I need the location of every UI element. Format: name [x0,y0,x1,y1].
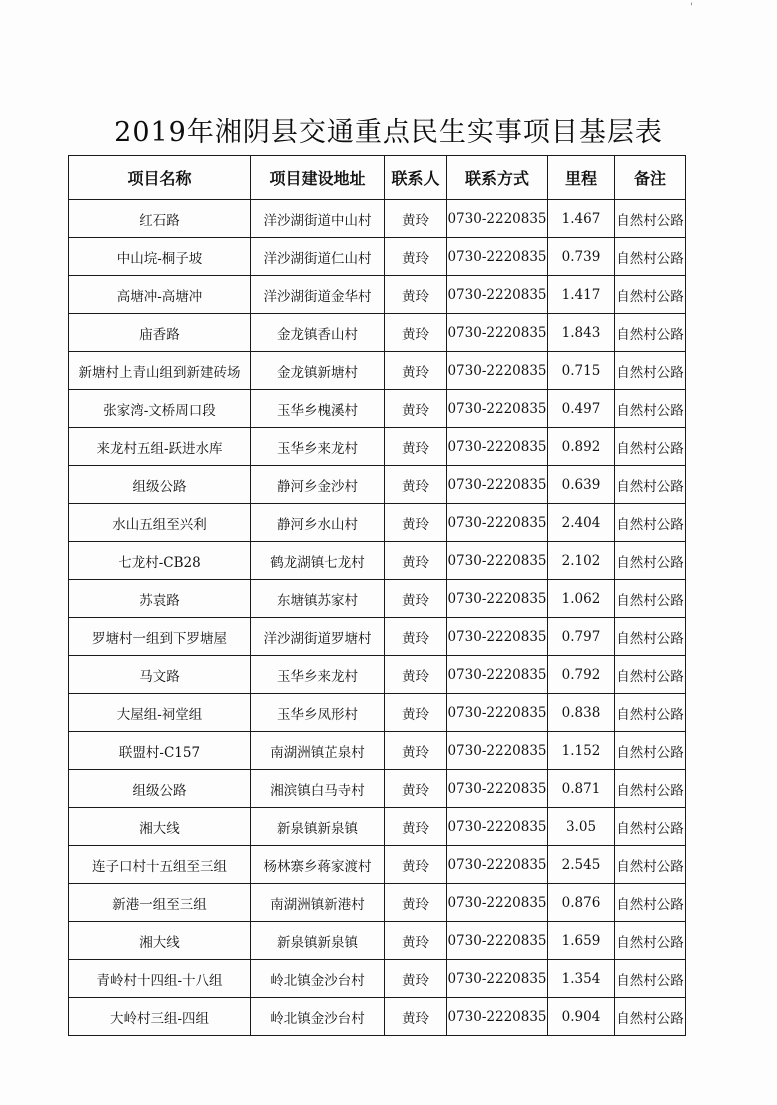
header-note: 备注 [615,156,686,200]
table-row [69,466,686,504]
table-row [69,314,686,352]
cell-mileage: 0.715 [548,352,615,390]
cell-mileage: 2.404 [548,504,615,542]
cell-mileage: 1.354 [548,960,615,998]
cell-contact: 黄玲 [385,960,447,998]
cell-note: 自然村公路 [615,200,686,238]
cell-address: 湘滨镇白马寺村 [251,770,385,808]
cell-phone: 0730-2220835 [447,960,548,998]
cell-mileage: 0.497 [548,390,615,428]
cell-note: 自然村公路 [615,808,686,846]
cell-phone: 0730-2220835 [447,504,548,542]
table-row [69,352,686,390]
table-row [69,998,686,1036]
cell-note: 自然村公路 [615,542,686,580]
cell-note: 自然村公路 [615,998,686,1036]
table-row [69,428,686,466]
cell-phone: 0730-2220835 [447,390,548,428]
cell-address: 新泉镇新泉镇 [251,808,385,846]
cell-address: 玉华乡槐溪村 [251,390,385,428]
cell-phone: 0730-2220835 [447,428,548,466]
cell-phone: 0730-2220835 [447,314,548,352]
cell-address: 新泉镇新泉镇 [251,922,385,960]
cell-mileage: 1.659 [548,922,615,960]
cell-address: 杨林寨乡蒋家渡村 [251,846,385,884]
cell-contact: 黄玲 [385,846,447,884]
cell-mileage: 3.05 [548,808,615,846]
cell-project-name: 大屋组-祠堂组 [69,694,251,732]
cell-address: 玉华乡来龙村 [251,656,385,694]
table-row [69,542,686,580]
cell-address: 金龙镇香山村 [251,314,385,352]
cell-note: 自然村公路 [615,504,686,542]
cell-note: 自然村公路 [615,390,686,428]
table-row [69,390,686,428]
cell-address: 金龙镇新塘村 [251,352,385,390]
cell-phone: 0730-2220835 [447,352,548,390]
table-row [69,618,686,656]
cell-address: 洋沙湖街道金华村 [251,276,385,314]
table-body [69,200,686,1036]
cell-contact: 黄玲 [385,580,447,618]
cell-project-name: 水山五组至兴利 [69,504,251,542]
cell-contact: 黄玲 [385,200,447,238]
cell-note: 自然村公路 [615,238,686,276]
header-contact-person: 联系人 [385,156,447,200]
cell-address: 岭北镇金沙台村 [251,998,385,1036]
cell-project-name: 组级公路 [69,770,251,808]
cell-phone: 0730-2220835 [447,466,548,504]
cell-note: 自然村公路 [615,732,686,770]
cell-mileage: 0.739 [548,238,615,276]
cell-phone: 0730-2220835 [447,276,548,314]
cell-contact: 黄玲 [385,504,447,542]
cell-address: 南湖洲镇新港村 [251,884,385,922]
cell-address: 静河乡水山村 [251,504,385,542]
cell-contact: 黄玲 [385,466,447,504]
cell-mileage: 1.062 [548,580,615,618]
header-project-address: 项目建设地址 [251,156,385,200]
cell-address: 玉华乡来龙村 [251,428,385,466]
header-contact-phone: 联系方式 [447,156,548,200]
cell-project-name: 湘大线 [69,808,251,846]
cell-project-name: 来龙村五组-跃进水库 [69,428,251,466]
cell-address: 东塘镇苏家村 [251,580,385,618]
cell-phone: 0730-2220835 [447,238,548,276]
cell-phone: 0730-2220835 [447,200,548,238]
table-row [69,808,686,846]
table-row [69,580,686,618]
table-row [69,922,686,960]
cell-address: 洋沙湖街道仁山村 [251,238,385,276]
cell-mileage: 0.797 [548,618,615,656]
cell-note: 自然村公路 [615,770,686,808]
cell-project-name: 高塘冲-高塘冲 [69,276,251,314]
cell-address: 岭北镇金沙台村 [251,960,385,998]
cell-phone: 0730-2220835 [447,884,548,922]
cell-project-name: 苏袁路 [69,580,251,618]
corner-mark: ' [690,2,693,13]
cell-address: 洋沙湖街道中山村 [251,200,385,238]
cell-phone: 0730-2220835 [447,656,548,694]
cell-mileage: 1.843 [548,314,615,352]
table-row [69,770,686,808]
table-row [69,504,686,542]
cell-address: 洋沙湖街道罗塘村 [251,618,385,656]
cell-mileage: 1.417 [548,276,615,314]
cell-address: 南湖洲镇芷泉村 [251,732,385,770]
cell-phone: 0730-2220835 [447,846,548,884]
cell-phone: 0730-2220835 [447,808,548,846]
cell-mileage: 0.792 [548,656,615,694]
cell-mileage: 1.152 [548,732,615,770]
cell-project-name: 新塘村上青山组到新建砖场 [69,352,251,390]
cell-mileage: 2.102 [548,542,615,580]
cell-mileage: 0.876 [548,884,615,922]
cell-address: 鹤龙湖镇七龙村 [251,542,385,580]
document-title: 2019年湘阴县交通重点民生实事项目基层表 [114,117,663,148]
cell-mileage: 0.904 [548,998,615,1036]
cell-project-name: 马文路 [69,656,251,694]
cell-mileage: 1.467 [548,200,615,238]
cell-phone: 0730-2220835 [447,694,548,732]
cell-contact: 黄玲 [385,732,447,770]
cell-project-name: 湘大线 [69,922,251,960]
table-row [69,200,686,238]
cell-project-name: 张家湾-文桥周口段 [69,390,251,428]
cell-contact: 黄玲 [385,694,447,732]
cell-note: 自然村公路 [615,428,686,466]
cell-contact: 黄玲 [385,808,447,846]
cell-phone: 0730-2220835 [447,922,548,960]
table-row [69,238,686,276]
cell-project-name: 罗塘村一组到下罗塘屋 [69,618,251,656]
cell-project-name: 七龙村-CB28 [69,542,251,580]
header-mileage: 里程 [548,156,615,200]
cell-note: 自然村公路 [615,276,686,314]
cell-project-name: 青岭村十四组-十八组 [69,960,251,998]
cell-contact: 黄玲 [385,998,447,1036]
cell-contact: 黄玲 [385,352,447,390]
cell-mileage: 0.892 [548,428,615,466]
cell-note: 自然村公路 [615,922,686,960]
cell-project-name: 庙香路 [69,314,251,352]
cell-contact: 黄玲 [385,314,447,352]
cell-contact: 黄玲 [385,238,447,276]
cell-phone: 0730-2220835 [447,732,548,770]
project-table [68,155,686,1036]
cell-contact: 黄玲 [385,428,447,466]
cell-contact: 黄玲 [385,542,447,580]
cell-note: 自然村公路 [615,846,686,884]
cell-contact: 黄玲 [385,390,447,428]
cell-phone: 0730-2220835 [447,770,548,808]
cell-note: 自然村公路 [615,618,686,656]
table-row [69,732,686,770]
cell-note: 自然村公路 [615,960,686,998]
cell-project-name: 组级公路 [69,466,251,504]
cell-project-name: 红石路 [69,200,251,238]
cell-note: 自然村公路 [615,314,686,352]
cell-phone: 0730-2220835 [447,618,548,656]
table-header-row [69,156,686,200]
header-project-name: 项目名称 [69,156,251,200]
cell-note: 自然村公路 [615,466,686,504]
cell-address: 玉华乡凤形村 [251,694,385,732]
table-row [69,846,686,884]
cell-contact: 黄玲 [385,618,447,656]
table-row [69,960,686,998]
cell-note: 自然村公路 [615,656,686,694]
cell-phone: 0730-2220835 [447,542,548,580]
cell-contact: 黄玲 [385,656,447,694]
cell-phone: 0730-2220835 [447,998,548,1036]
cell-contact: 黄玲 [385,922,447,960]
cell-mileage: 2.545 [548,846,615,884]
cell-note: 自然村公路 [615,580,686,618]
cell-project-name: 联盟村-C157 [69,732,251,770]
table-row [69,694,686,732]
cell-contact: 黄玲 [385,770,447,808]
cell-mileage: 0.838 [548,694,615,732]
cell-address: 静河乡金沙村 [251,466,385,504]
table-row [69,656,686,694]
cell-project-name: 连子口村十五组至三组 [69,846,251,884]
cell-phone: 0730-2220835 [447,580,548,618]
table-row [69,276,686,314]
cell-contact: 黄玲 [385,884,447,922]
cell-mileage: 0.639 [548,466,615,504]
cell-contact: 黄玲 [385,276,447,314]
cell-mileage: 0.871 [548,770,615,808]
cell-project-name: 新港一组至三组 [69,884,251,922]
cell-note: 自然村公路 [615,352,686,390]
cell-note: 自然村公路 [615,694,686,732]
cell-note: 自然村公路 [615,884,686,922]
cell-project-name: 中山垸-桐子坡 [69,238,251,276]
table-row [69,884,686,922]
cell-project-name: 大岭村三组-四组 [69,998,251,1036]
